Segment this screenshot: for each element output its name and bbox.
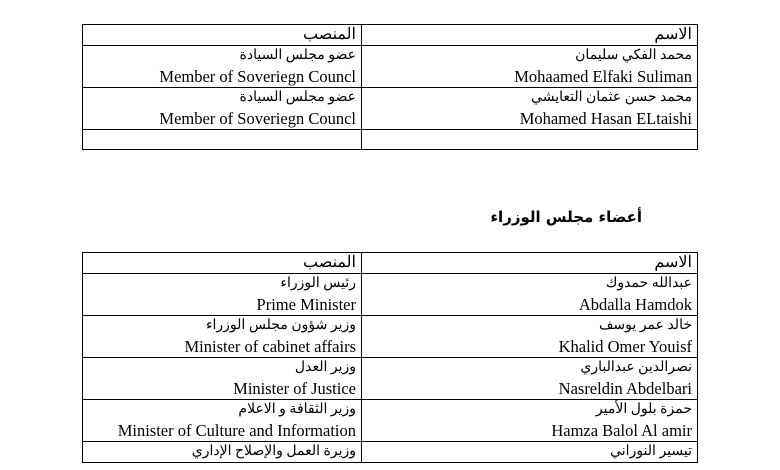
name-cell [362,400,698,442]
name-arabic: حمزة بلول الأمير [595,402,692,417]
name-english: Mohamed Hasan ELtaishi [519,109,692,128]
name-arabic: نصرالدين عبدالباري [580,360,692,375]
name-header: الاسم [362,253,698,274]
position-arabic: وزير العدل [294,360,356,375]
table-row [83,400,698,442]
name-english: Hamza Balol Al amir [551,421,692,440]
name-cell [362,274,698,316]
position-cell [83,46,362,88]
position-arabic: وزيرة العمل والإصلاح الإداري [191,444,356,459]
table-header-row [83,253,698,274]
council-members-table [82,24,698,150]
table-header-row [83,25,698,46]
name-cell [362,358,698,400]
name-header: الاسم [362,25,698,46]
position-arabic: وزير الثقافة و الاعلام [238,402,356,417]
position-english: Minister of cabinet affairs [184,337,356,356]
position-english: Member of Soveriegn Councl [159,109,356,128]
position-cell [83,358,362,400]
name-english: Nasreldin Abdelbari [558,379,692,398]
cabinet-members-table [82,252,698,463]
table-row [83,88,698,130]
position-cell [83,274,362,316]
position-arabic: رئيس الوزراء [280,276,356,291]
table-row [83,442,698,463]
position-arabic: وزير شؤون مجلس الوزراء [205,318,356,333]
empty-cell [83,130,362,150]
position-arabic: عضو مجلس السيادة [239,48,356,63]
section-title-cabinet: أعضاء مجلس الوزراء [490,208,642,226]
table-row [83,46,698,88]
table-row [83,316,698,358]
position-header: المنصب [83,25,362,46]
name-cell [362,442,698,463]
name-english: Abdalla Hamdok [578,295,692,314]
name-english: Mohaamed Elfaki Suliman [514,67,692,86]
name-arabic: محمد حسن عثمان التعايشي [531,90,692,105]
position-english: Minister of Culture and Information [117,421,356,440]
name-arabic: خالد عمر يوسف [598,318,692,333]
position-arabic: عضو مجلس السيادة [239,90,356,105]
position-cell [83,316,362,358]
position-cell [83,88,362,130]
position-cell [83,400,362,442]
name-cell [362,316,698,358]
name-english: Khalid Omer Youisf [558,337,692,356]
position-english: Prime Minister [256,295,356,314]
table-row [83,358,698,400]
position-header: المنصب [83,253,362,274]
empty-cell [362,130,698,150]
name-arabic: تيسير النوراني [610,444,692,459]
name-arabic: عبدالله حمدوك [605,276,692,291]
name-cell [362,46,698,88]
position-cell [83,442,362,463]
empty-row [83,130,698,150]
position-english: Minister of Justice [233,379,356,398]
name-arabic: محمد الفكي سليمان [575,48,692,63]
table-row [83,274,698,316]
name-cell [362,88,698,130]
position-english: Member of Soveriegn Councl [159,67,356,86]
